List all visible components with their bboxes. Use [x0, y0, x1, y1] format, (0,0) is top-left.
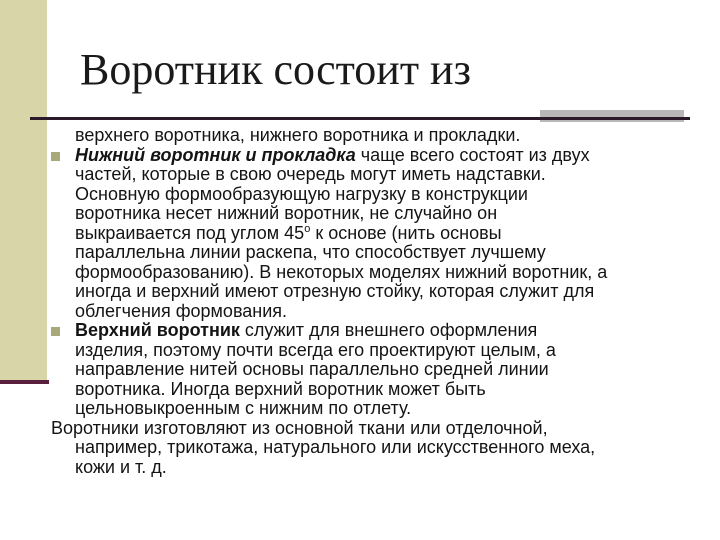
bullet-text: цельновыкроенным с нижним по отлету. — [75, 398, 412, 418]
bullet-item-lower-collar — [51, 146, 715, 322]
side-decoration-bar — [0, 0, 47, 382]
intro-text: верхнего воротника, нижнего воротника и прокладки. — [75, 125, 521, 145]
square-bullet-icon — [51, 327, 60, 336]
slide-title: Воротник состоит из — [80, 45, 471, 94]
bullet-text: к основе (нить основы — [310, 222, 502, 243]
bullet-text: чаще всего состоят из двух — [355, 144, 590, 165]
square-bullet-icon — [51, 152, 60, 161]
bullet-text: служит для внешнего оформления — [239, 320, 538, 340]
outro-text: например, трикотажа, натурального или искусственного меха, — [75, 437, 596, 457]
bullet-lead-lower-collar: Нижний воротник и прокладка — [75, 144, 356, 165]
bullet-text: изделия, поэтому почти всегда его проектируют целым, а — [75, 339, 556, 360]
slide-body — [51, 125, 715, 477]
title-rule-accent — [540, 110, 684, 122]
bullet-text: параллельна линии раскепа, что способствует лучшему — [75, 242, 546, 262]
side-decoration-line — [0, 380, 49, 384]
degree-mark: о — [304, 222, 311, 235]
bullet-text: формообразованию). В некоторых моделях нижний воротник, а — [75, 261, 608, 282]
bullet-text: направление нитей основы параллельно средней линии — [75, 359, 549, 379]
bullet-text: иногда и верхний имеют отрезную стойку, которая служит для — [75, 281, 595, 301]
bullet-item-upper-collar — [51, 321, 715, 419]
outro-paragraph — [51, 419, 715, 478]
outro-text: кожи и т. д. — [75, 456, 167, 477]
bullet-lead-upper-collar: Верхний воротник — [75, 320, 240, 340]
bullet-text: облегчения формования. — [75, 300, 288, 321]
bullet-text: воротника. Иногда верхний воротник может быть — [75, 378, 486, 399]
bullet-text: частей, которые в свою очередь могут иметь надставки. — [75, 164, 546, 184]
bullet-text: Основную формообразующую нагрузку в конструкции — [75, 183, 528, 204]
bullet-text: выкраивается под углом 45 — [75, 222, 305, 243]
outro-text: Воротники изготовляют из основной ткани или отделочной, — [51, 417, 548, 438]
title-rule — [30, 117, 690, 120]
bullet-text: воротника несет нижний воротник, не случайно он — [75, 203, 498, 223]
